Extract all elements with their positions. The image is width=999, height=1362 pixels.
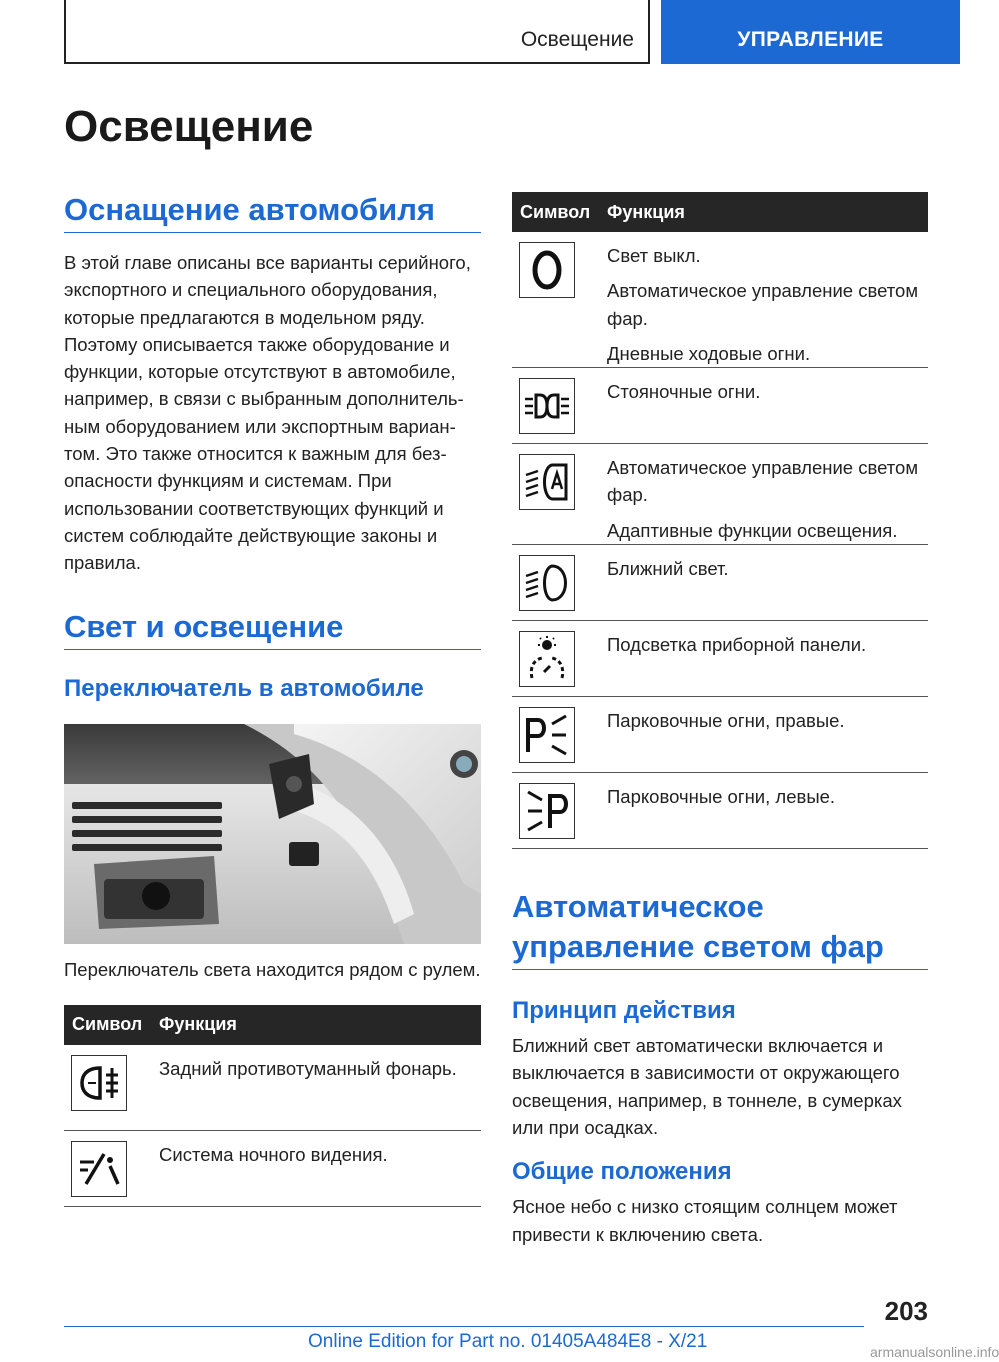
parking-light-right-icon: [519, 707, 575, 763]
auto-headlight-icon: [519, 454, 575, 510]
function-line: Свет выкл.: [607, 245, 701, 266]
dashboard-illustration: [64, 724, 481, 944]
footer-edition: Online Edition for Part no. 01405A484E8 - X/21: [308, 1331, 708, 1352]
page-number: 203: [884, 1296, 928, 1326]
instrument-lighting-icon: [519, 631, 575, 687]
function-line: Автоматическое управление светом фар.: [607, 457, 919, 506]
footer-divider: [64, 1326, 864, 1327]
function-line: Подсветка приборной панели.: [607, 634, 867, 656]
parking-light-left-icon: [519, 783, 575, 839]
heading-general: Общие положения: [512, 1158, 732, 1186]
table-header-row: [64, 1005, 481, 1045]
table-row: [512, 697, 928, 773]
dashboard-photo: [64, 724, 481, 944]
heading-auto-headlight: Автоматическое управление светом фар: [512, 887, 928, 970]
col-function: Функция: [154, 1005, 481, 1045]
function-line: Адаптивные функции освещения.: [607, 519, 898, 541]
header-chapter-tab[interactable]: [661, 0, 960, 64]
low-beam-icon: [519, 555, 575, 611]
right-column: [512, 192, 928, 1248]
header-section-label: Освещение: [520, 28, 634, 51]
table-row: [512, 621, 928, 697]
function-line: Ближний свет.: [607, 558, 729, 580]
heading-equipment: Оснащение автомобиля: [64, 190, 481, 233]
header-chapter-label: УПРАВЛЕНИЕ: [737, 28, 884, 51]
function-line: Стояночные огни.: [607, 381, 761, 403]
header-section-tab: [64, 0, 650, 64]
function-line: Парковочные огни, правые.: [607, 710, 845, 732]
table-row: [512, 773, 928, 849]
table-row: [64, 1131, 481, 1207]
function-line: Дневные ходовые огни.: [607, 342, 811, 364]
paragraph-principle: Ближний свет автоматически включается и выключается в зависимости от окружающего освещения, например, в тоннеле, в сумерках или при осадках.: [512, 1035, 902, 1138]
table-row: [512, 444, 928, 545]
symbol-table-left: [64, 1005, 481, 1208]
table-row: [64, 1045, 481, 1131]
heading-light: Свет и освещение: [64, 607, 481, 650]
table-row: [512, 368, 928, 444]
zero-position-icon: [519, 242, 575, 298]
paragraph-equipment: В этой главе описаны все варианты серийного, экспортного и специального оборудования, которые предлагаются в модельном ряду. Поэтому описывается также оборудование и функции, которые отсутствуют в автомобиле, например, в связи с выбранным дополнительным оборудованием или экспортным вариантом. Это также относится к важным для безопасности функциям и системам. При использовании соответствующих функций и систем соблюдайте действующие законы и правила.: [64, 252, 471, 574]
footer-brand: armanualsonline.info: [870, 1344, 999, 1360]
paragraph-general: Ясное небо с низко стоящим солнцем может привести к включению света.: [512, 1196, 898, 1245]
night-vision-icon: [71, 1141, 127, 1197]
function-line: Парковочные огни, левые.: [607, 786, 836, 808]
table-cell-function: Задний противотуманный фонарь.: [154, 1045, 481, 1131]
symbol-table-right: [512, 192, 928, 849]
left-column: [64, 190, 481, 1207]
table-cell-function: Система ночного видения.: [154, 1131, 481, 1207]
rear-fog-light-icon: [71, 1055, 127, 1111]
col-function: Функция: [602, 192, 928, 232]
heading-principle: Принцип действия: [512, 997, 736, 1025]
heading-switch: Переключатель в автомобиле: [64, 674, 424, 702]
photo-caption: Переключатель света находится рядом с рулем.: [64, 958, 481, 980]
page-title: Освещение: [64, 102, 314, 151]
table-header-row: [512, 192, 928, 232]
parking-lights-icon: [519, 378, 575, 434]
function-line: Автоматическое управление светом фар.: [607, 280, 919, 329]
col-symbol: Символ: [64, 1005, 154, 1045]
table-row: [512, 232, 928, 368]
table-row: [512, 545, 928, 621]
col-symbol: Символ: [512, 192, 602, 232]
